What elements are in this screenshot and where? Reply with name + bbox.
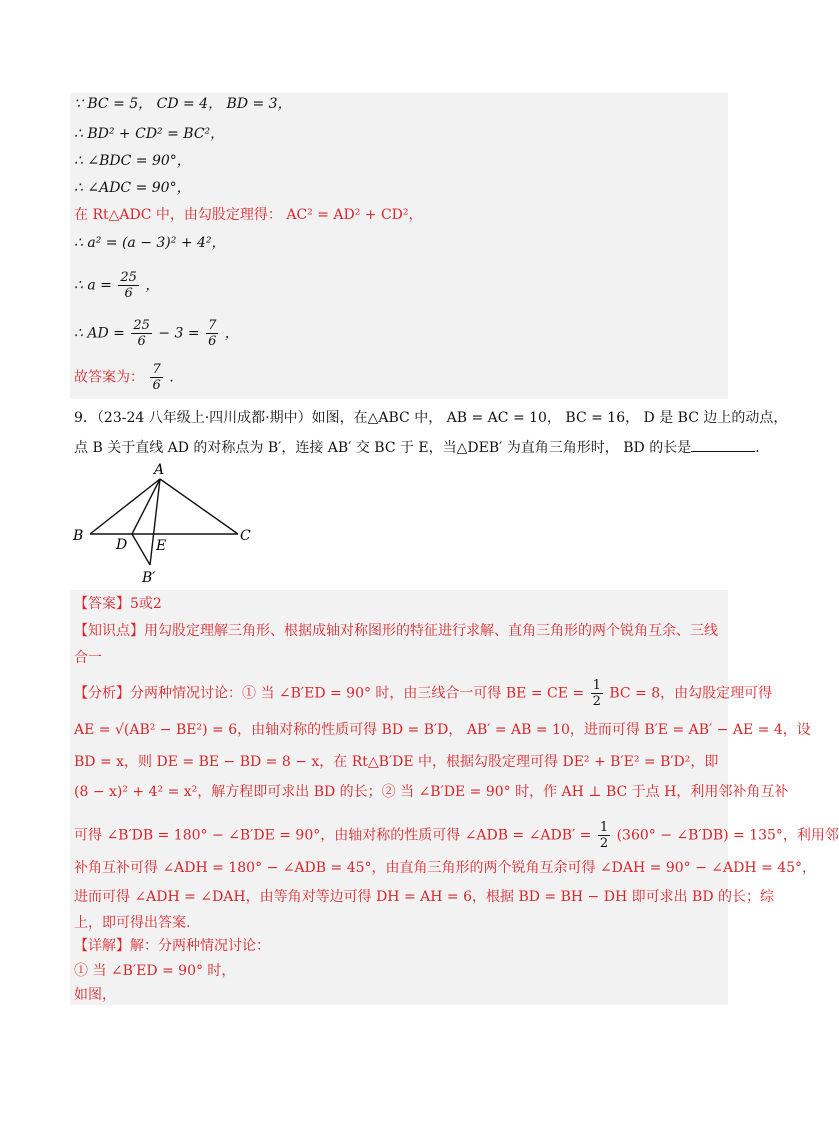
fraction-1-2 [591, 678, 603, 709]
question-line-1: 9．（23-24 八年级上·四川成都·期中）如图，在△ABC 中， AB = AC = 10， BC = 16， D 是 BC 边上的动点， [74, 410, 788, 426]
fraction-numerator: 25 [133, 318, 150, 333]
fraction-denominator: 6 [208, 334, 217, 349]
detail-line-1: 【详解】解：分两种情况讨论： [74, 938, 270, 954]
analysis-line-5 [74, 820, 839, 851]
solution-line-8-prefix: ∴ AD = [74, 325, 125, 342]
fraction-25-6 [118, 270, 139, 301]
solution-line-9-suffix: . [169, 369, 174, 386]
analysis-line-5-prefix: 可得 ∠B′DB = 180° − ∠B′DE = 90°，由轴对称的性质可得 ∠ADB = ∠ADB′ = [74, 827, 592, 844]
answer-line: 【答案】5或2 [74, 596, 162, 612]
analysis-line-2: AE = √(AB² − BE²) = 6，由轴对称的性质可得 BD = B′D， AB′ = AB = 10，进而可得 B′E = AB′ − AE = 4，设 [74, 722, 811, 738]
solution-line-2: ∴ BD² + CD² = BC²， [74, 126, 225, 142]
label-c: C [240, 528, 251, 544]
fraction-denominator: 6 [137, 334, 146, 349]
fraction-25-6 [131, 318, 152, 349]
analysis-line-1-suffix: BC = 8，由勾股定理可得 [609, 685, 773, 702]
solution-line-8 [74, 318, 239, 349]
solution-line-7-prefix: ∴ a = [74, 277, 112, 294]
question-line-2-text: 点 B 关于直线 AD 的对称点为 B′，连接 AB′ 交 BC 于 E，当△DEB′ 为直角三角形时， BD 的长是 [74, 440, 692, 456]
fraction-numerator: 1 [592, 678, 601, 693]
solution-line-9 [74, 362, 174, 393]
analysis-line-1-prefix: 【分析】分两种情况讨论：① 当 ∠B′ED = 90° 时，由三线合一可得 BE = CE = [74, 685, 585, 702]
solution-line-8-suffix: ， [224, 325, 239, 342]
fraction-numerator: 1 [599, 820, 609, 835]
fraction-7-6 [206, 318, 218, 349]
label-e: E [156, 538, 167, 554]
label-d: D [116, 537, 128, 553]
analysis-line-3: BD = x，则 DE = BE − BD = 8 − x，在 Rt△B′DE 中，根据勾股定理可得 DE² + B′E² = B′D²，即 [74, 754, 719, 770]
segment-ad [132, 479, 160, 534]
solution-line-5: 在 Rt△ADC 中，由勾股定理得： AC² = AD² + CD²， [74, 207, 423, 223]
triangle-figure [70, 460, 260, 588]
fraction-denominator: 6 [124, 286, 133, 301]
fraction-denominator: 6 [152, 378, 161, 393]
solution-line-3: ∴ ∠BDC = 90°， [74, 153, 191, 169]
solution-line-7-suffix: ， [145, 277, 160, 294]
analysis-line-7: 进而可得 ∠ADH = ∠DAH，由等角对等边可得 DH = AH = 6，根据 BD = BH − DH 即可求出 BD 的长；综 [74, 889, 775, 905]
segment-ac [160, 479, 238, 534]
knowledge-point-line-1: 【知识点】用勾股定理解三角形、根据成轴对称图形的特征进行求解、直角三角形的两个锐角互余、三线 [74, 623, 718, 639]
fraction-numerator: 7 [152, 362, 161, 377]
solution-line-4: ∴ ∠ADC = 90°， [74, 180, 191, 196]
detail-line-2: ① 当 ∠B′ED = 90° 时， [74, 963, 236, 979]
analysis-line-8: 上，即可得出答案. [74, 915, 191, 931]
solution-line-7 [74, 270, 159, 301]
answer-blank [691, 437, 755, 452]
analysis-line-6: 补角互补可得 ∠ADH = 180° − ∠ADB = 45°，由直角三角形的两个锐角互余可得 ∠DAH = 90° − ∠ADH = 45°， [74, 860, 817, 876]
solution-line-8-middle: − 3 = [158, 325, 200, 342]
label-a: A [154, 462, 165, 478]
fraction-1-2 [598, 820, 610, 851]
analysis-line-5-suffix: (360° − ∠B′DB) = 135°，利用邻 [616, 827, 839, 844]
answer-label: 故答案为： [74, 369, 144, 386]
segment-db-prime [132, 534, 150, 565]
fraction-numerator: 25 [120, 270, 137, 285]
knowledge-point-line-2: 合一 [74, 650, 102, 666]
question-line-2 [74, 437, 760, 458]
fraction-7-6 [150, 362, 162, 393]
detail-line-3: 如图， [74, 987, 116, 1003]
fraction-denominator: 2 [599, 836, 609, 851]
solution-line-1: ∵ BC = 5， CD = 4， BD = 3， [74, 96, 292, 112]
question-line-2-end: . [755, 440, 760, 456]
fraction-denominator: 2 [592, 694, 601, 709]
fraction-numerator: 7 [208, 318, 217, 333]
segment-ab [90, 479, 160, 534]
solution-line-6: ∴ a² = (a − 3)² + 4²， [74, 235, 226, 251]
analysis-line-1 [74, 678, 772, 709]
analysis-line-4: (8 − x)² + 4² = x²，解方程即可求出 BD 的长；② 当 ∠B′DE = 90° 时，作 AH ⊥ BC 于点 H，利用邻补角互补 [74, 784, 789, 800]
label-b-prime: B′ [142, 570, 156, 586]
label-b: B [73, 528, 84, 544]
